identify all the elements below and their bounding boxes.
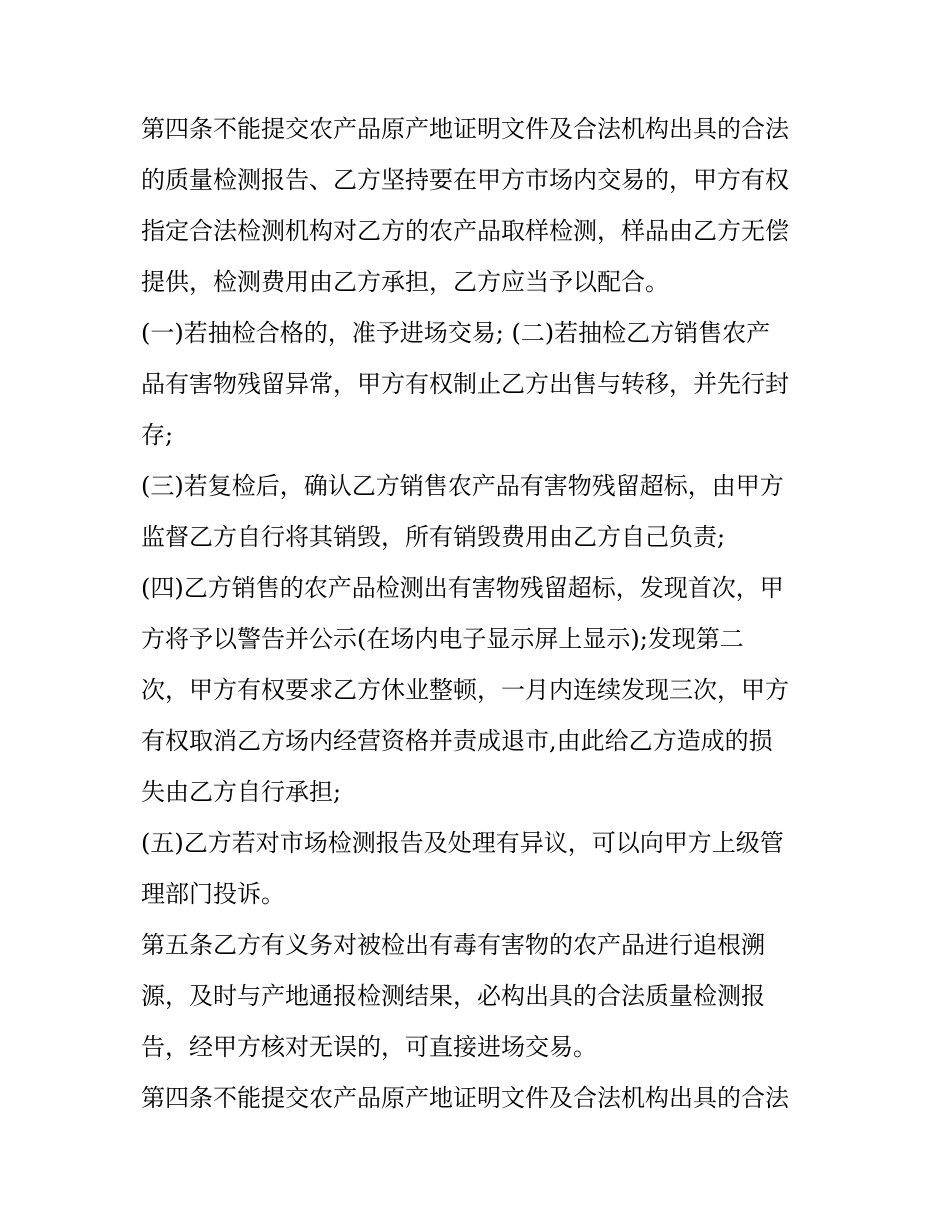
text-line: 源，及时与产地通报检测结果，必构出具的合法质量检测报 — [141, 982, 765, 1010]
text-line: 第四条不能提交农产品原产地证明文件及合法机构出具的合法 — [141, 1084, 789, 1112]
text-line: 提供，检测费用由乙方承担，乙方应当予以配合。 — [141, 268, 669, 296]
text-line: (五)乙方若对市场检测报告及处理有异议，可以向甲方上级管 — [141, 829, 784, 857]
text-line: 方将予以警告并公示(在场内电子显示屏上显示);发现第二 — [141, 625, 744, 653]
text-line: 有权取消乙方场内经营资格并责成退市,由此给乙方造成的损 — [141, 727, 773, 755]
document-body — [141, 104, 816, 1124]
text-line: 的质量检测报告、乙方坚持要在甲方市场内交易的，甲方有权 — [141, 166, 789, 194]
text-line: 监督乙方自行将其销毁，所有销毁费用由乙方自己负责; — [141, 523, 726, 551]
text-line: 次，甲方有权要求乙方休业整顿，一月内连续发现三次，甲方 — [141, 676, 789, 704]
text-line: 存; — [141, 421, 174, 449]
text-line: (一)若抽检合格的，准予进场交易; (二)若抽检乙方销售农产 — [141, 319, 771, 347]
text-line: 第五条乙方有义务对被检出有毒有害物的农产品进行追根溯 — [141, 931, 765, 959]
text-line: 失由乙方自行承担; — [141, 778, 342, 806]
text-line: (三)若复检后，确认乙方销售农产品有害物残留超标，由甲方 — [141, 472, 784, 500]
text-line: 第四条不能提交农产品原产地证明文件及合法机构出具的合法 — [141, 115, 789, 143]
text-line: (四)乙方销售的农产品检测出有害物残留超标，发现首次，甲 — [141, 574, 784, 602]
text-line: 品有害物残留异常，甲方有权制止乙方出售与转移，并先行封 — [141, 370, 789, 398]
text-line: 理部门投诉。 — [141, 880, 285, 908]
text-line: 告，经甲方核对无误的，可直接进场交易。 — [141, 1033, 597, 1061]
text-line: 指定合法检测机构对乙方的农产品取样检测，样品由乙方无偿 — [141, 217, 789, 245]
